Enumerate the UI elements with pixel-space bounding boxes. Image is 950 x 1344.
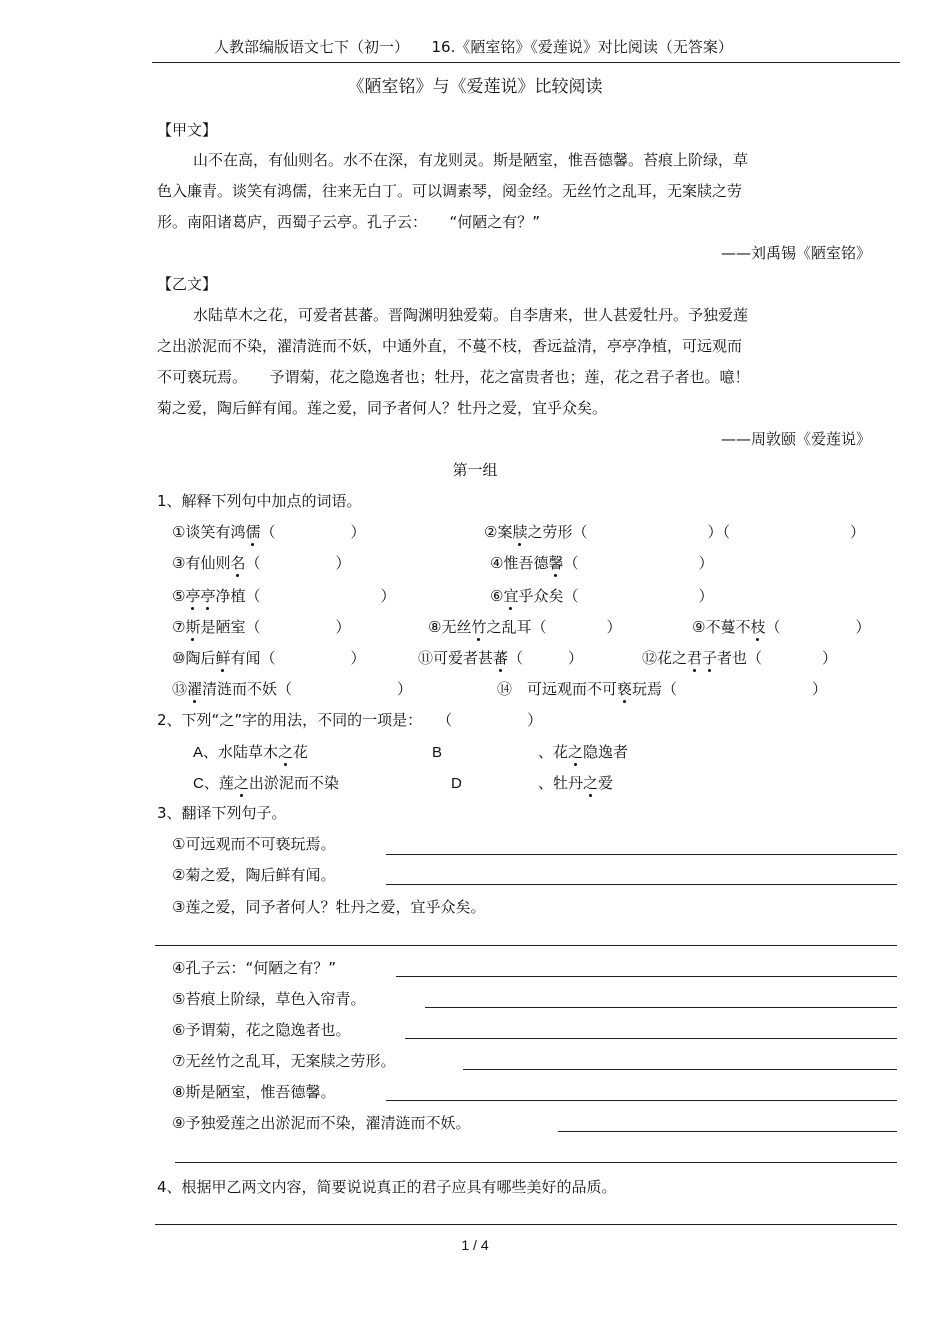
q3-answer-line-8	[386, 1100, 897, 1101]
q3-answer-line-3	[155, 945, 897, 946]
q3-answer-line-2	[386, 884, 897, 885]
q2-option-b: 、花之隐逸者	[538, 743, 629, 761]
q3-sentence-5: ⑤苔痕上阶绿，草色入帘青。	[172, 990, 366, 1008]
q3-sentence-6: ⑥予谓菊，花之隐逸者也。	[172, 1021, 351, 1039]
jia-line-3: 形。南阳诸葛庐，西蜀子云亭。孔子云： “何陋之有？”	[157, 213, 541, 231]
q1-item-8: ⑧无丝竹之乱耳（ ）	[428, 618, 622, 636]
q2-option-d: 、牡丹之爱	[538, 774, 614, 792]
yi-line-3: 不可亵玩焉。 予谓菊，花之隐逸者也；牡丹，花之富贵者也；莲，花之君子者也。噫！	[157, 368, 750, 386]
jia-attribution: ——刘禹锡《陋室铭》	[720, 244, 871, 262]
yi-line-1: 水陆草木之花，可爱者甚蕃。晋陶渊明独爱菊。自李唐来，世人甚爱牡丹。予独爱莲	[193, 306, 749, 324]
q3-sentence-8: ⑧斯是陋室，惟吾德馨。	[172, 1083, 336, 1101]
q1-item-1: ①谈笑有鸿儒（ ）	[172, 523, 366, 541]
yi-line-4: 菊之爱，陶后鲜有闻。莲之爱，同予者何人？牡丹之爱，宜乎众矣。	[157, 399, 608, 417]
yi-attribution: ——周敦颐《爱莲说》	[720, 430, 871, 448]
q1-item-12: ⑫花之君子者也（ ）	[642, 649, 838, 667]
q3-answer-line-5	[425, 1007, 897, 1008]
q3-answer-line-7	[463, 1069, 897, 1070]
page-header: 人教部编版语文七下（初一） 16.《陋室铭》《爱莲说》对比阅读（无答案）	[214, 38, 733, 56]
q3-sentence-9: ⑨予独爱莲之出淤泥而不染，濯清涟而不妖。	[172, 1114, 471, 1132]
q3-sentence-7: ⑦无丝竹之乱耳，无案牍之劳形。	[172, 1052, 396, 1070]
q3-sentence-2: ②菊之爱，陶后鲜有闻。	[172, 866, 336, 884]
page-number: 1 / 4	[461, 1237, 489, 1253]
header-rule	[152, 62, 900, 63]
q1-item-13: ⑬濯清涟而不妖（ ）	[172, 680, 413, 698]
q1-item-7: ⑦斯是陋室（ ）	[172, 618, 351, 636]
q4-stem: 4、根据甲乙两文内容，简要说说真正的君子应具有哪些美好的品质。	[157, 1178, 617, 1196]
q1-item-10: ⑩陶后鲜有闻（ ）	[172, 649, 366, 667]
q4-answer-line	[155, 1224, 897, 1225]
q1-item-6: ⑥宜乎众矣（ ）	[490, 587, 714, 605]
q1-item-4: ④惟吾德馨（ ）	[490, 554, 714, 572]
q1-item-2: ②案牍之劳形（ ）（ ）	[484, 523, 865, 541]
jia-line-1: 山不在高，有仙则名。水不在深，有龙则灵。斯是陋室，惟吾德馨。苔痕上阶绿，草	[193, 151, 749, 169]
group-heading: 第一组	[452, 461, 498, 479]
yi-label: 【乙文】	[157, 275, 218, 293]
q3-sentence-4: ④孔子云：“何陋之有？”	[172, 959, 336, 977]
yi-line-2: 之出淤泥而不染，濯清涟而不妖，中通外直，不蔓不枝，香远益清，亭亭净植，可远观而	[157, 337, 743, 355]
q2-option-a: A、水陆草木之花	[193, 743, 309, 761]
q3-answer-line-6	[405, 1038, 897, 1039]
q1-item-5: ⑤亭亭净植（ ）	[172, 587, 396, 605]
jia-line-2: 色入廉青。谈笑有鸿儒，往来无白丁。可以调素琴，阅金经。无丝竹之乱耳，无案牍之劳	[157, 182, 743, 200]
q3-answer-line-4	[396, 976, 897, 977]
q1-item-14: ⑭ 可远观而不可亵玩焉（ ）	[497, 680, 828, 698]
q3-answer-line-9	[558, 1131, 897, 1132]
q3-sentence-1: ①可远观而不可亵玩焉。	[172, 835, 336, 853]
q2-option-d-letter: D	[451, 775, 462, 792]
q2-option-b-letter: B	[432, 744, 443, 761]
q2-stem: 2、下列“之”字的用法，不同的一项是： （ ）	[157, 711, 543, 729]
jia-label: 【甲文】	[157, 121, 218, 139]
q2-option-c: C、莲之出淤泥而不染	[193, 774, 339, 792]
q3-stem: 3、翻译下列句子。	[157, 804, 287, 822]
q1-stem: 1、解释下列句中加点的词语。	[157, 492, 362, 510]
document-title: 《陋室铭》与《爱莲说》比较阅读	[347, 77, 603, 97]
q1-item-9: ⑨不蔓不枝（ ）	[692, 618, 871, 636]
q3-answer-line-10	[175, 1162, 897, 1163]
q3-answer-line-1	[386, 854, 897, 855]
q1-item-3: ③有仙则名（ ）	[172, 554, 351, 572]
q3-sentence-3: ③莲之爱，同予者何人？牡丹之爱，宜乎众矣。	[172, 898, 486, 916]
q1-item-11: ⑪可爱者甚蕃（ ）	[418, 649, 584, 667]
